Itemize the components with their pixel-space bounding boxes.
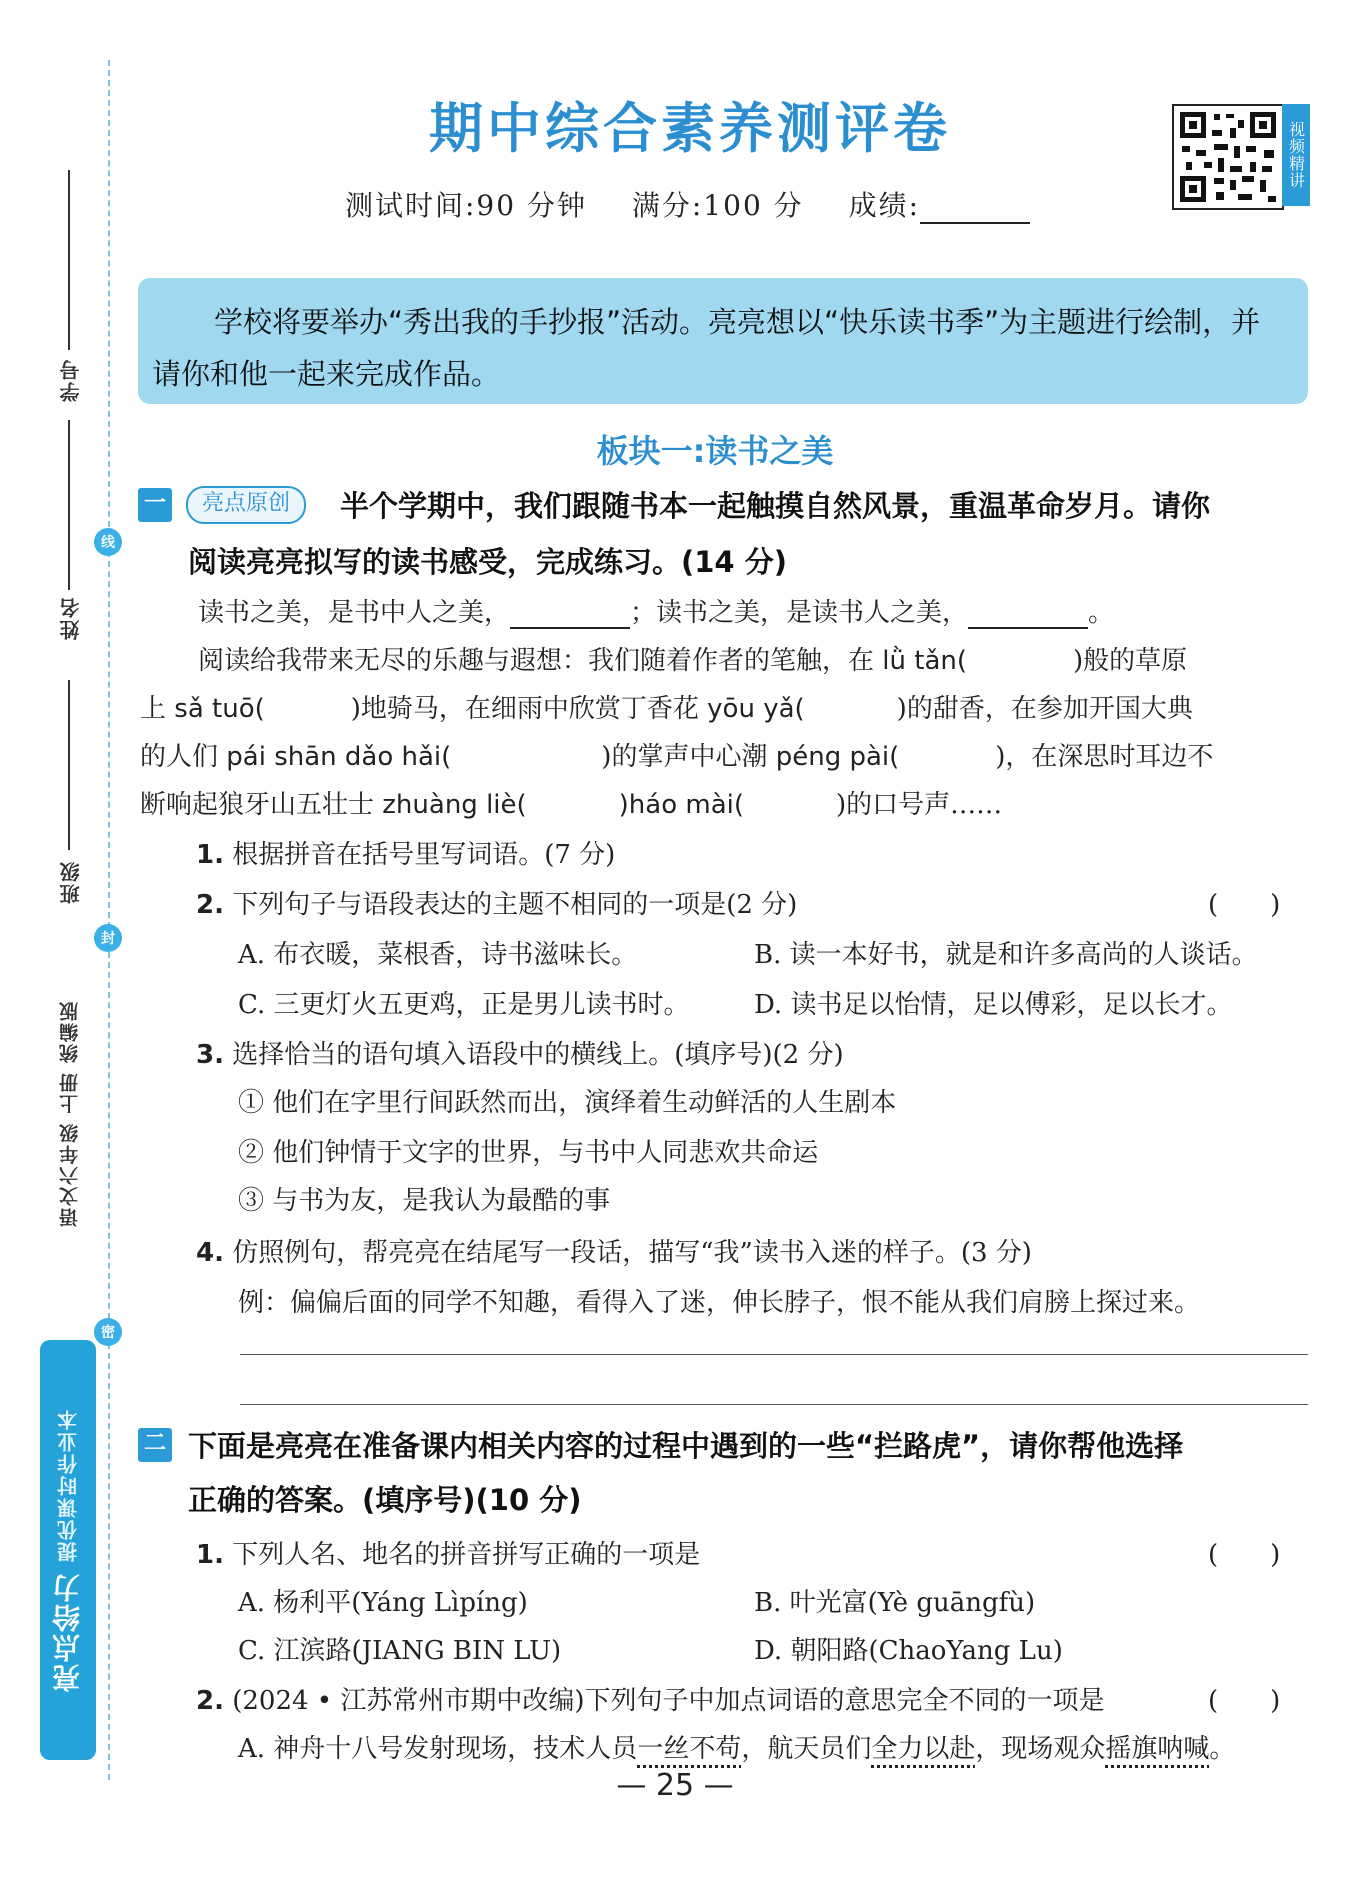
seal-mi-mark: 密 [94, 1318, 122, 1346]
page-title: 期中综合素养测评卷 [429, 97, 951, 160]
seal-line-mark: 线 [94, 528, 122, 556]
dotted-word-3: 摇旗呐喊 [1105, 1734, 1210, 1764]
binding-margin [0, 0, 120, 1885]
q2-option-a: A. 杨利平(Yáng Lìpíng) [238, 1588, 528, 1618]
option-b: B. 读一本好书，就是和许多高尚的人谈话。 [754, 940, 1258, 970]
dotted-word-1: 一丝不苟 [637, 1734, 742, 1764]
section-title: 板块一:读书之美 [596, 432, 834, 470]
passage-line-2: 阅读给我带来无尽的乐趣与遐想：我们随着作者的笔触，在 lǜ tǎn( )般的草原 [198, 646, 1188, 676]
qr-code[interactable] [1172, 104, 1284, 210]
intro-box: 学校将要举办“秀出我的手抄报”活动。亮亮想以“快乐读书季”为主题进行绘制，并请你和他一起来完成作品。 [138, 278, 1308, 404]
exam-meta [345, 184, 1064, 224]
sub-question-1: 1. 根据拼音在括号里写词语。(7 分) [196, 840, 616, 870]
qr-code-icon [1174, 106, 1282, 208]
original-tag: 亮点原创 [186, 486, 306, 524]
book-info-label: 语文六年级 上册 统编版 [59, 1000, 81, 1228]
answer-bracket-q2-1[interactable]: ( ) [1208, 1540, 1281, 1570]
dotted-word-2: 全力以赴 [871, 1734, 976, 1764]
student-id-blank[interactable] [68, 170, 70, 350]
question-2-heading-cont: 正确的答案。(填序号)(10 分) [188, 1483, 582, 1517]
choice-2: ② 他们钟情于文字的世界，与书中人同悲欢共命运 [238, 1138, 819, 1168]
brand-label [40, 1340, 96, 1760]
option-d: D. 读书足以怡情，足以傅彩，足以长才。 [754, 990, 1233, 1020]
answer-line-1[interactable] [240, 1354, 1308, 1355]
choice-1: ① 他们在字里行间跃然而出，演绎着生动鲜活的人生剧本 [238, 1088, 897, 1118]
question-number-2: 二 [138, 1428, 172, 1462]
name-label: 姓名 [59, 596, 83, 640]
sub-question-3: 3. 选择恰当的语句填入语段中的横线上。(填序号)(2 分) [196, 1040, 844, 1070]
class-blank[interactable] [68, 680, 70, 850]
score-blank[interactable] [920, 194, 1030, 224]
question-number: 一 [138, 488, 172, 522]
answer-bracket-q2-2[interactable]: ( ) [1208, 1686, 1281, 1716]
brand-sub: 提优课时作业本 [56, 1408, 81, 1562]
q2-option-2a: A. 神舟十八号发射现场，技术人员一丝不苟，航天员们全力以赴，现场观众摇旗呐喊。 [238, 1734, 1236, 1764]
score-label: 成绩: [848, 189, 920, 222]
page-number: — 25 — [616, 1768, 734, 1803]
q2-sub-question-1: 1. 下列人名、地名的拼音拼写正确的一项是 [196, 1540, 701, 1570]
qr-video-label: 视频精讲 [1282, 104, 1310, 206]
brand-main: 亮点给力 [51, 1572, 84, 1692]
student-id-label: 学号 [59, 358, 83, 402]
exam-time: 测试时间:90 分钟 [345, 189, 587, 222]
cut-line [108, 60, 110, 1780]
sub-question-4: 4. 仿照例句，帮亮亮在结尾写一段话，描写“我”读书入迷的样子。(3 分) [196, 1238, 1032, 1268]
class-label: 班级 [59, 860, 83, 904]
question-2-heading: 下面是亮亮在准备课内相关内容的过程中遇到的一些“拦路虎”，请你帮他选择 [188, 1429, 1184, 1463]
question-heading-cont: 阅读亮亮拟写的读书感受，完成练习。(14 分) [188, 545, 787, 579]
option-c: C. 三更灯火五更鸡，正是男儿读书时。 [238, 990, 690, 1020]
passage-line-1: 读书之美，是书中人之美， ；读书之美，是读书人之美， 。 [198, 598, 1115, 628]
passage-line-5: 断响起狼牙山五壮士 zhuàng liè( )háo mài( )的口号声…… [140, 790, 1003, 820]
exam-full-score: 满分:100 分 [631, 189, 804, 222]
example-sentence: 例：偏偏后面的同学不知趣，看得入了迷，伸长脖子，恨不能从我们肩膀上探过来。 [238, 1288, 1201, 1318]
fill-blank-2[interactable] [968, 601, 1088, 629]
seal-feng-mark: 封 [94, 924, 122, 952]
passage-line-3: 上 sǎ tuō( )地骑马，在细雨中欣赏丁香花 yōu yǎ( )的甜香，在参加开国大典 [140, 694, 1193, 724]
sub-question-2: 2. 下列句子与语段表达的主题不相同的一项是(2 分) [196, 890, 798, 920]
q2-option-d: D. 朝阳路(ChaoYang Lu) [754, 1636, 1063, 1666]
option-a: A. 布衣暖，菜根香，诗书滋味长。 [238, 940, 638, 970]
choice-3: ③ 与书为友，是我认为最酷的事 [238, 1186, 611, 1216]
answer-line-2[interactable] [240, 1404, 1308, 1405]
passage-line-4: 的人们 pái shān dǎo hǎi( )的掌声中心潮 péng pài( )，在深思时耳边不 [140, 742, 1214, 772]
fill-blank-1[interactable] [510, 601, 630, 629]
q2-option-b: B. 叶光富(Yè guāngfù) [754, 1588, 1036, 1618]
q2-sub-question-2: 2. (2024 • 江苏常州市期中改编)下列句子中加点词语的意思完全不同的一项是 [196, 1686, 1105, 1716]
question-heading: 半个学期中，我们跟随书本一起触摸自然风景，重温革命岁月。请你 [340, 489, 1211, 523]
answer-bracket[interactable]: ( ) [1208, 890, 1281, 920]
q2-option-c: C. 江滨路(JIANG BIN LU) [238, 1636, 562, 1666]
